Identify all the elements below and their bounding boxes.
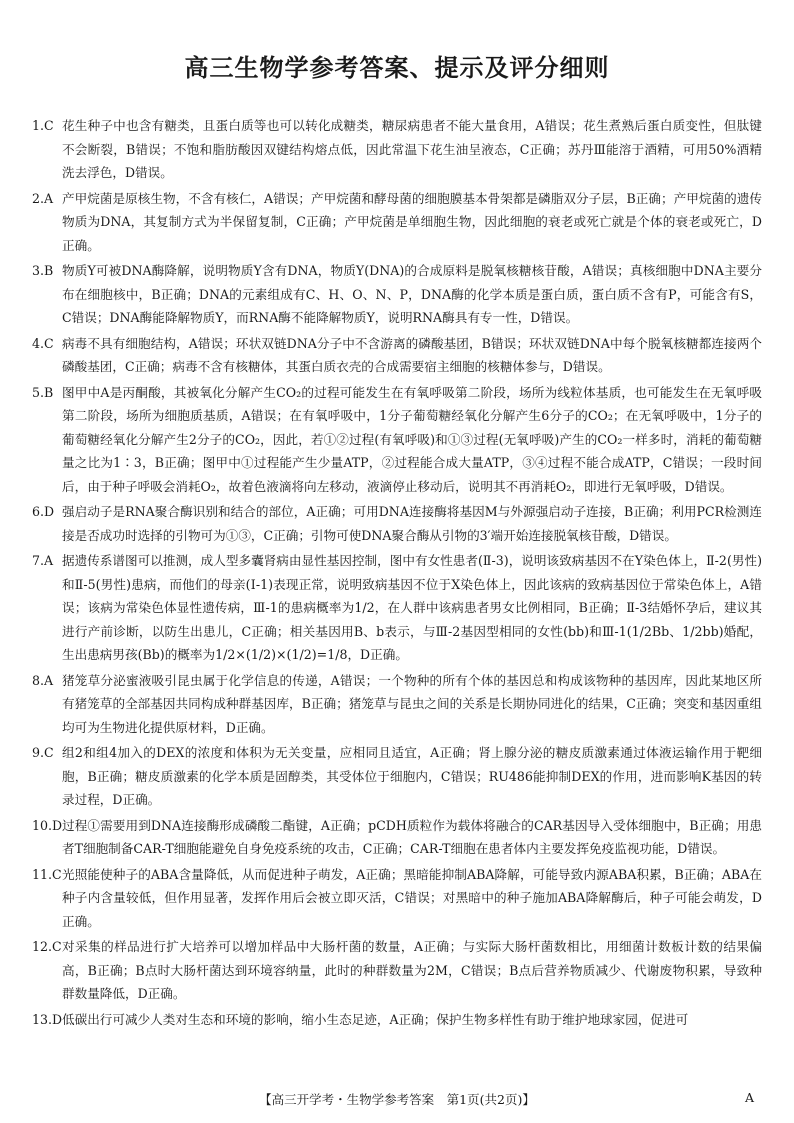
answer-number: 3.B bbox=[32, 263, 54, 278]
answer-explanation: 图甲中A是丙酮酸，其被氧化分解产生CO₂的过程可能发生在有氧呼吸第二阶段，场所为线粒体基质，也可能发生在无氧呼吸第二阶段，场所为细胞质基质，A错误；在有氧呼吸中，1分子葡萄糖经氧化分解产生6分子的CO₂；在无氧呼吸中，1分子的葡萄糖经氧化分解产生2分子的CO₂，因此，若①②过程(有氧呼吸)和①③过程(无氧呼吸)产生的CO₂一样多时，消耗的葡萄糖量之比为1∶3，B正确；图甲中①过程能产生少量ATP，②过程能合成大量ATP，③④过程不能合成ATP，C错误；一段时间后，由于种子呼吸会消耗O₂，故着色液滴将向左移动，液滴停止移动后，说明其不再消耗O₂，即进行无氧呼吸，D错误。 bbox=[62, 384, 762, 494]
page-title: 高三生物学参考答案、提示及评分细则 bbox=[184, 54, 610, 82]
answer-number: 10.D bbox=[32, 817, 63, 833]
answer-item bbox=[32, 935, 762, 1006]
answer-item bbox=[32, 259, 762, 330]
answer-explanation: 对采集的样品进行扩大培养可以增加样品中大肠杆菌的数量，A正确；与实际大肠杆菌数相比，用细菌计数板计数的结果偏高，B正确；B点时大肠杆菌达到环境容纳量，此时的种群数量为2M，C错误；B点后营养物质减少、代谢废物积累，导致种群数量降低，D正确。 bbox=[62, 939, 762, 1001]
answer-explanation: 过程①需要用到DNA连接酶形成磷酸二酯键，A正确；pCDH质粒作为载体将融合的CAR基因导入受体细胞中，B正确；用患者T细胞制备CAR-T细胞能避免自身免疫系统的攻击，C正确；CAR-T细胞在患者体内主要发挥免疫监视功能，D错误。 bbox=[62, 817, 762, 856]
answer-number: 13.D bbox=[32, 1011, 63, 1027]
answer-explanation: 组2和组4加入的DEX的浓度和体积为无关变量，应相同且适宜，A正确；肾上腺分泌的糖皮质激素通过体液运输作用于靶细胞，B正确；糖皮质激素的化学本质是固醇类，其受体位于细胞内，C错误；RU486能抑制DEX的作用，进而影响K基因的转录过程，D正确。 bbox=[62, 745, 762, 807]
answer-item bbox=[32, 741, 762, 812]
answer-item bbox=[32, 669, 762, 740]
answer-number: 4.C bbox=[32, 335, 54, 351]
answer-explanation: 光照能使种子的ABA含量降低，从而促进种子萌发，A正确；黑暗能抑制ABA降解，可能导致内源ABA积累，B正确；ABA在种子内含量较低，但作用显著，发挥作用后会被立即灭活，C错误；对黑暗中的种子施加ABA降解酶后，种子可能会萌发，D正确。 bbox=[62, 866, 762, 929]
answer-item bbox=[32, 187, 762, 258]
answer-number: 9.C bbox=[32, 745, 54, 760]
answer-item bbox=[32, 1008, 762, 1032]
answer-item bbox=[32, 114, 762, 185]
answer-list bbox=[32, 114, 762, 1033]
answer-number: 7.A bbox=[32, 553, 54, 568]
answer-explanation: 病毒不具有细胞结构，A错误；环状双链DNA分子中不含游离的磷酸基团，B错误；环状双链DNA中每个脱氧核糖都连接两个磷酸基团，C正确；病毒不含有核糖体，其蛋白质衣壳的合成需要宿主细胞的核糖体参与，D错误。 bbox=[62, 335, 762, 374]
answer-number: 12.C bbox=[32, 939, 62, 954]
footer-page-info: 【高三开学考・生物学参考答案 第1页(共2页)】 bbox=[259, 1092, 535, 1107]
answer-item bbox=[32, 863, 762, 934]
answer-number: 2.A bbox=[32, 190, 54, 206]
answer-explanation: 猪笼草分泌蜜液吸引昆虫属于化学信息的传递，A错误；一个物种的所有个体的基因总和构成该物种的基因库，因此某地区所有猪笼草的全部基因共同构成种群基因库，B正确；猪笼草与昆虫之间的关系是长期协同进化的结果，C正确；突变和基因重组均可为生物进化提供原材料，D正确。 bbox=[62, 672, 762, 735]
answer-explanation: 产甲烷菌是原核生物，不含有核仁，A错误；产甲烷菌和酵母菌的细胞膜基本骨架都是磷脂双分子层，B正确；产甲烷菌的遗传物质为DNA，其复制方式为半保留复制，C正确；产甲烷菌是单细胞生物，因此细胞的衰老或死亡就是个体的衰老或死亡，D正确。 bbox=[62, 190, 762, 253]
answer-explanation: 低碳出行可减少人类对生态和环境的影响，缩小生态足迹，A正确；保护生物多样性有助于维护地球家园，促进可 bbox=[62, 1011, 689, 1027]
answer-item bbox=[32, 549, 762, 667]
answer-item bbox=[32, 332, 762, 379]
answer-number: 1.C bbox=[32, 118, 54, 133]
answer-item bbox=[32, 500, 762, 547]
answer-explanation: 据遗传系谱图可以推测，成人型多囊肾病由显性基因控制，图中有女性患者(Ⅱ-3)，说明该致病基因不在Y染色体上，Ⅱ-2(男性)和Ⅱ-5(男性)患病，而他们的母亲(Ⅰ-1)表现正常，说明致病基因不位于X染色体上，因此该病的致病基因位于常染色体上，A错误；该病为常染色体显性遗传病，Ⅲ-1的患病概率为1/2，在人群中该病患者男女比例相同，B正确；Ⅱ-3结婚怀孕后，建议其进行产前诊断，以防生出患儿，C正确；相关基因用B、b表示，与Ⅲ-2基因型相同的女性(bb)和Ⅲ-1(1/2Bb、1/2bb)婚配，生出患病男孩(Bb)的概率为1/2×(1/2)×(1/2)=1/8，D正确。 bbox=[62, 553, 762, 662]
paper-version-label: A bbox=[744, 1090, 754, 1105]
answer-number: 5.B bbox=[32, 384, 54, 400]
answer-number: 11.C bbox=[32, 866, 62, 882]
answer-explanation: 花生种子中也含有糖类，且蛋白质等也可以转化成糖类，糖尿病患者不能大量食用，A错误；花生煮熟后蛋白质变性，但肽键不会断裂，B错误；不饱和脂肪酸因双键结构熔点低，因此常温下花生油呈液态，C正确；苏丹Ⅲ能溶于酒精，可用50%酒精洗去浮色，D错误。 bbox=[62, 118, 762, 180]
answer-item bbox=[32, 381, 762, 499]
answer-explanation: 物质Y可被DNA酶降解，说明物质Y含有DNA，物质Y(DNA)的合成原料是脱氧核糖核苷酸，A错误；真核细胞中DNA主要分布在细胞核中，B正确；DNA的元素组成有C、H、O、N、P，DNA酶的化学本质是蛋白质，蛋白质不含有P，可能含有S，C错误；DNA酶能降解物质Y，而RNA酶不能降解物质Y，说明RNA酶具有专一性，D错误。 bbox=[62, 263, 762, 325]
answer-number: 8.A bbox=[32, 672, 54, 688]
answer-number: 6.D bbox=[32, 504, 55, 519]
answer-explanation: 强启动子是RNA聚合酶识别和结合的部位，A正确；可用DNA连接酶将基因M与外源强启动子连接，B正确；利用PCR检测连接是否成功时选择的引物可为①③，C正确；引物可使DNA聚合酶从引物的3′端开始连接脱氧核苷酸，D错误。 bbox=[62, 504, 762, 543]
answer-item bbox=[32, 814, 762, 861]
